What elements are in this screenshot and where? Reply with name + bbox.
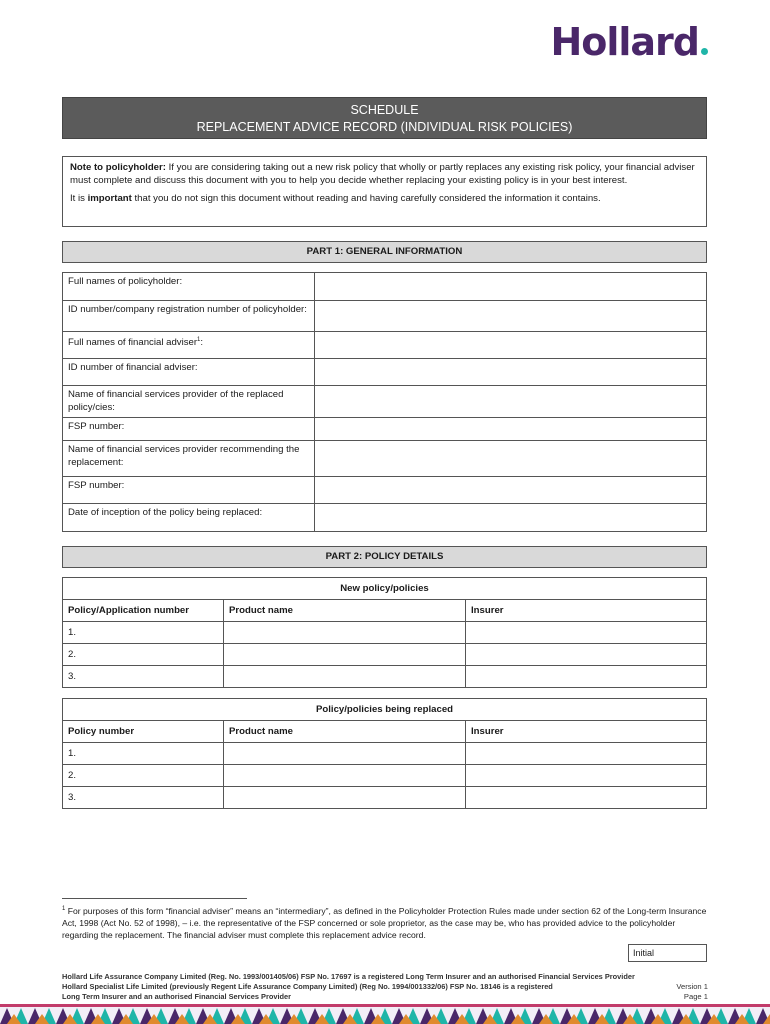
- label-policyholder-names: Full names of policyholder:: [63, 273, 315, 301]
- table-row: [63, 600, 707, 622]
- table-row: [63, 699, 707, 721]
- col-header-policy-number: Policy number: [63, 721, 224, 743]
- footnote: $^1$ For purposes of this form “financial adviser” means an “intermediary”, as defined in the Policyholder Protection Rules made under section 62 of the Long-term Insurance Act, 1998 (Act No. 52 of 1998), – i.e. the representative of the FSP concerned or sole proprietor, as the case may be, who has provided advice to the policyholder regarding the replacement. The financial adviser must complete this replacement advice record.: [62, 905, 707, 940]
- input-adviser-names[interactable]: [315, 332, 707, 359]
- input-policyholder-names[interactable]: [315, 273, 707, 301]
- new-row-1-insurer[interactable]: [466, 622, 707, 644]
- note-paragraph-1: [70, 161, 699, 187]
- input-inception-date[interactable]: [315, 504, 707, 532]
- input-adviser-id[interactable]: [315, 359, 707, 386]
- footnote-divider: [62, 898, 247, 899]
- version-label: Version 1: [676, 982, 708, 991]
- table-row: [63, 441, 707, 477]
- new-row-2-product[interactable]: [224, 644, 466, 666]
- note-text: If you are considering taking out a new risk policy that wholly or partly replaces any existing risk policy, your financial adviser must complete and discuss this document with you to help you decide whether replacing your existing policy is in your best interest.: [70, 162, 695, 186]
- label-replaced-fsp: Name of financial services provider of the replaced policy/cies:: [63, 386, 315, 418]
- table-row: [63, 332, 707, 359]
- input-fsp-number-1[interactable]: [315, 418, 707, 441]
- new-row-2-number[interactable]: 2.: [63, 644, 224, 666]
- note-p2-b: that you do not sign this document without reading and having carefully considered the information it contains.: [131, 193, 601, 204]
- replaced-row-2-insurer[interactable]: [466, 765, 707, 787]
- table-row: [63, 622, 707, 644]
- new-row-2-insurer[interactable]: [466, 644, 707, 666]
- note-p2-bold: important: [87, 193, 132, 204]
- corp-line-3: Long Term Insurer and an authorised Financial Services Provider: [62, 992, 292, 1001]
- label-inception-date: Date of inception of the policy being replaced:: [63, 504, 315, 532]
- company-registration: [62, 972, 662, 1002]
- table-row: [63, 578, 707, 600]
- hollard-logo: Hollard: [550, 20, 708, 64]
- policyholder-note: [62, 156, 707, 227]
- input-recommending-fsp[interactable]: [315, 441, 707, 477]
- part1-heading: PART 1: GENERAL INFORMATION: [62, 241, 707, 263]
- decorative-border-pattern: [0, 1004, 770, 1024]
- version-info: [676, 982, 708, 1002]
- note-p2-a: It is: [70, 193, 88, 204]
- col-header-product-name: Product name: [224, 600, 466, 622]
- table-row: [63, 721, 707, 743]
- replaced-row-3-insurer[interactable]: [466, 787, 707, 809]
- col-header-insurer: Insurer: [466, 721, 707, 743]
- logo-dot: [701, 48, 708, 55]
- note-lead: Note to policyholder:: [70, 162, 166, 173]
- replaced-row-3-product[interactable]: [224, 787, 466, 809]
- table-row: [63, 644, 707, 666]
- label-adviser-names: Full names of financial adviser$^1$:: [63, 332, 315, 359]
- table-row: [63, 477, 707, 504]
- table-row: [63, 765, 707, 787]
- table-row: [63, 787, 707, 809]
- table-row: [63, 359, 707, 386]
- new-row-3-number[interactable]: 3.: [63, 666, 224, 688]
- input-policyholder-id[interactable]: [315, 301, 707, 332]
- page-label: Page 1: [683, 992, 708, 1001]
- replaced-row-1-insurer[interactable]: [466, 743, 707, 765]
- replaced-row-3-number[interactable]: 3.: [63, 787, 224, 809]
- initial-field[interactable]: Initial: [628, 944, 707, 962]
- table-row: [63, 743, 707, 765]
- part2-heading: PART 2: POLICY DETAILS: [62, 546, 707, 568]
- table-row: [63, 418, 707, 441]
- table-row: [63, 273, 707, 301]
- table-row: [63, 301, 707, 332]
- corp-line-1: Hollard Life Assurance Company Limited (Reg. No. 1993/001405/06) FSP No. 17697 is a registered Long Term Insurer and an authorised Financial Services Provider: [62, 972, 635, 981]
- col-header-policy-application-number: Policy/Application number: [63, 600, 224, 622]
- replaced-row-1-product[interactable]: [224, 743, 466, 765]
- corp-line-2: Hollard Specialist Life Limited (previously Regent Life Assurance Company Limited) (Reg No. 1994/001332/06) FSP No. 18146 is a registered: [62, 982, 553, 991]
- col-header-insurer: Insurer: [466, 600, 707, 622]
- input-fsp-number-2[interactable]: [315, 477, 707, 504]
- document-title: [62, 97, 707, 139]
- new-row-1-number[interactable]: 1.: [63, 622, 224, 644]
- label-policyholder-id: ID number/company registration number of policyholder:: [63, 301, 315, 332]
- replaced-row-2-product[interactable]: [224, 765, 466, 787]
- table-row: [63, 504, 707, 532]
- new-policies-caption: New policy/policies: [63, 578, 707, 600]
- label-fsp-number-2: FSP number:: [63, 477, 315, 504]
- title-line-1: SCHEDULE: [350, 103, 419, 117]
- replaced-row-2-number[interactable]: 2.: [63, 765, 224, 787]
- new-row-3-product[interactable]: [224, 666, 466, 688]
- replaced-row-1-number[interactable]: 1.: [63, 743, 224, 765]
- new-policies-table: [62, 577, 707, 688]
- label-recommending-fsp: Name of financial services provider recommending the replacement:: [63, 441, 315, 477]
- input-replaced-fsp[interactable]: [315, 386, 707, 418]
- replaced-policies-caption: Policy/policies being replaced: [63, 699, 707, 721]
- table-row: [63, 386, 707, 418]
- replaced-policies-table: [62, 698, 707, 809]
- label-adviser-id: ID number of financial adviser:: [63, 359, 315, 386]
- general-information-table: [62, 272, 707, 532]
- title-line-2: REPLACEMENT ADVICE RECORD (INDIVIDUAL RISK POLICIES): [196, 120, 573, 134]
- table-row: [63, 666, 707, 688]
- new-row-1-product[interactable]: [224, 622, 466, 644]
- label-fsp-number-1: FSP number:: [63, 418, 315, 441]
- new-row-3-insurer[interactable]: [466, 666, 707, 688]
- col-header-product-name: Product name: [224, 721, 466, 743]
- note-paragraph-2: [70, 192, 699, 205]
